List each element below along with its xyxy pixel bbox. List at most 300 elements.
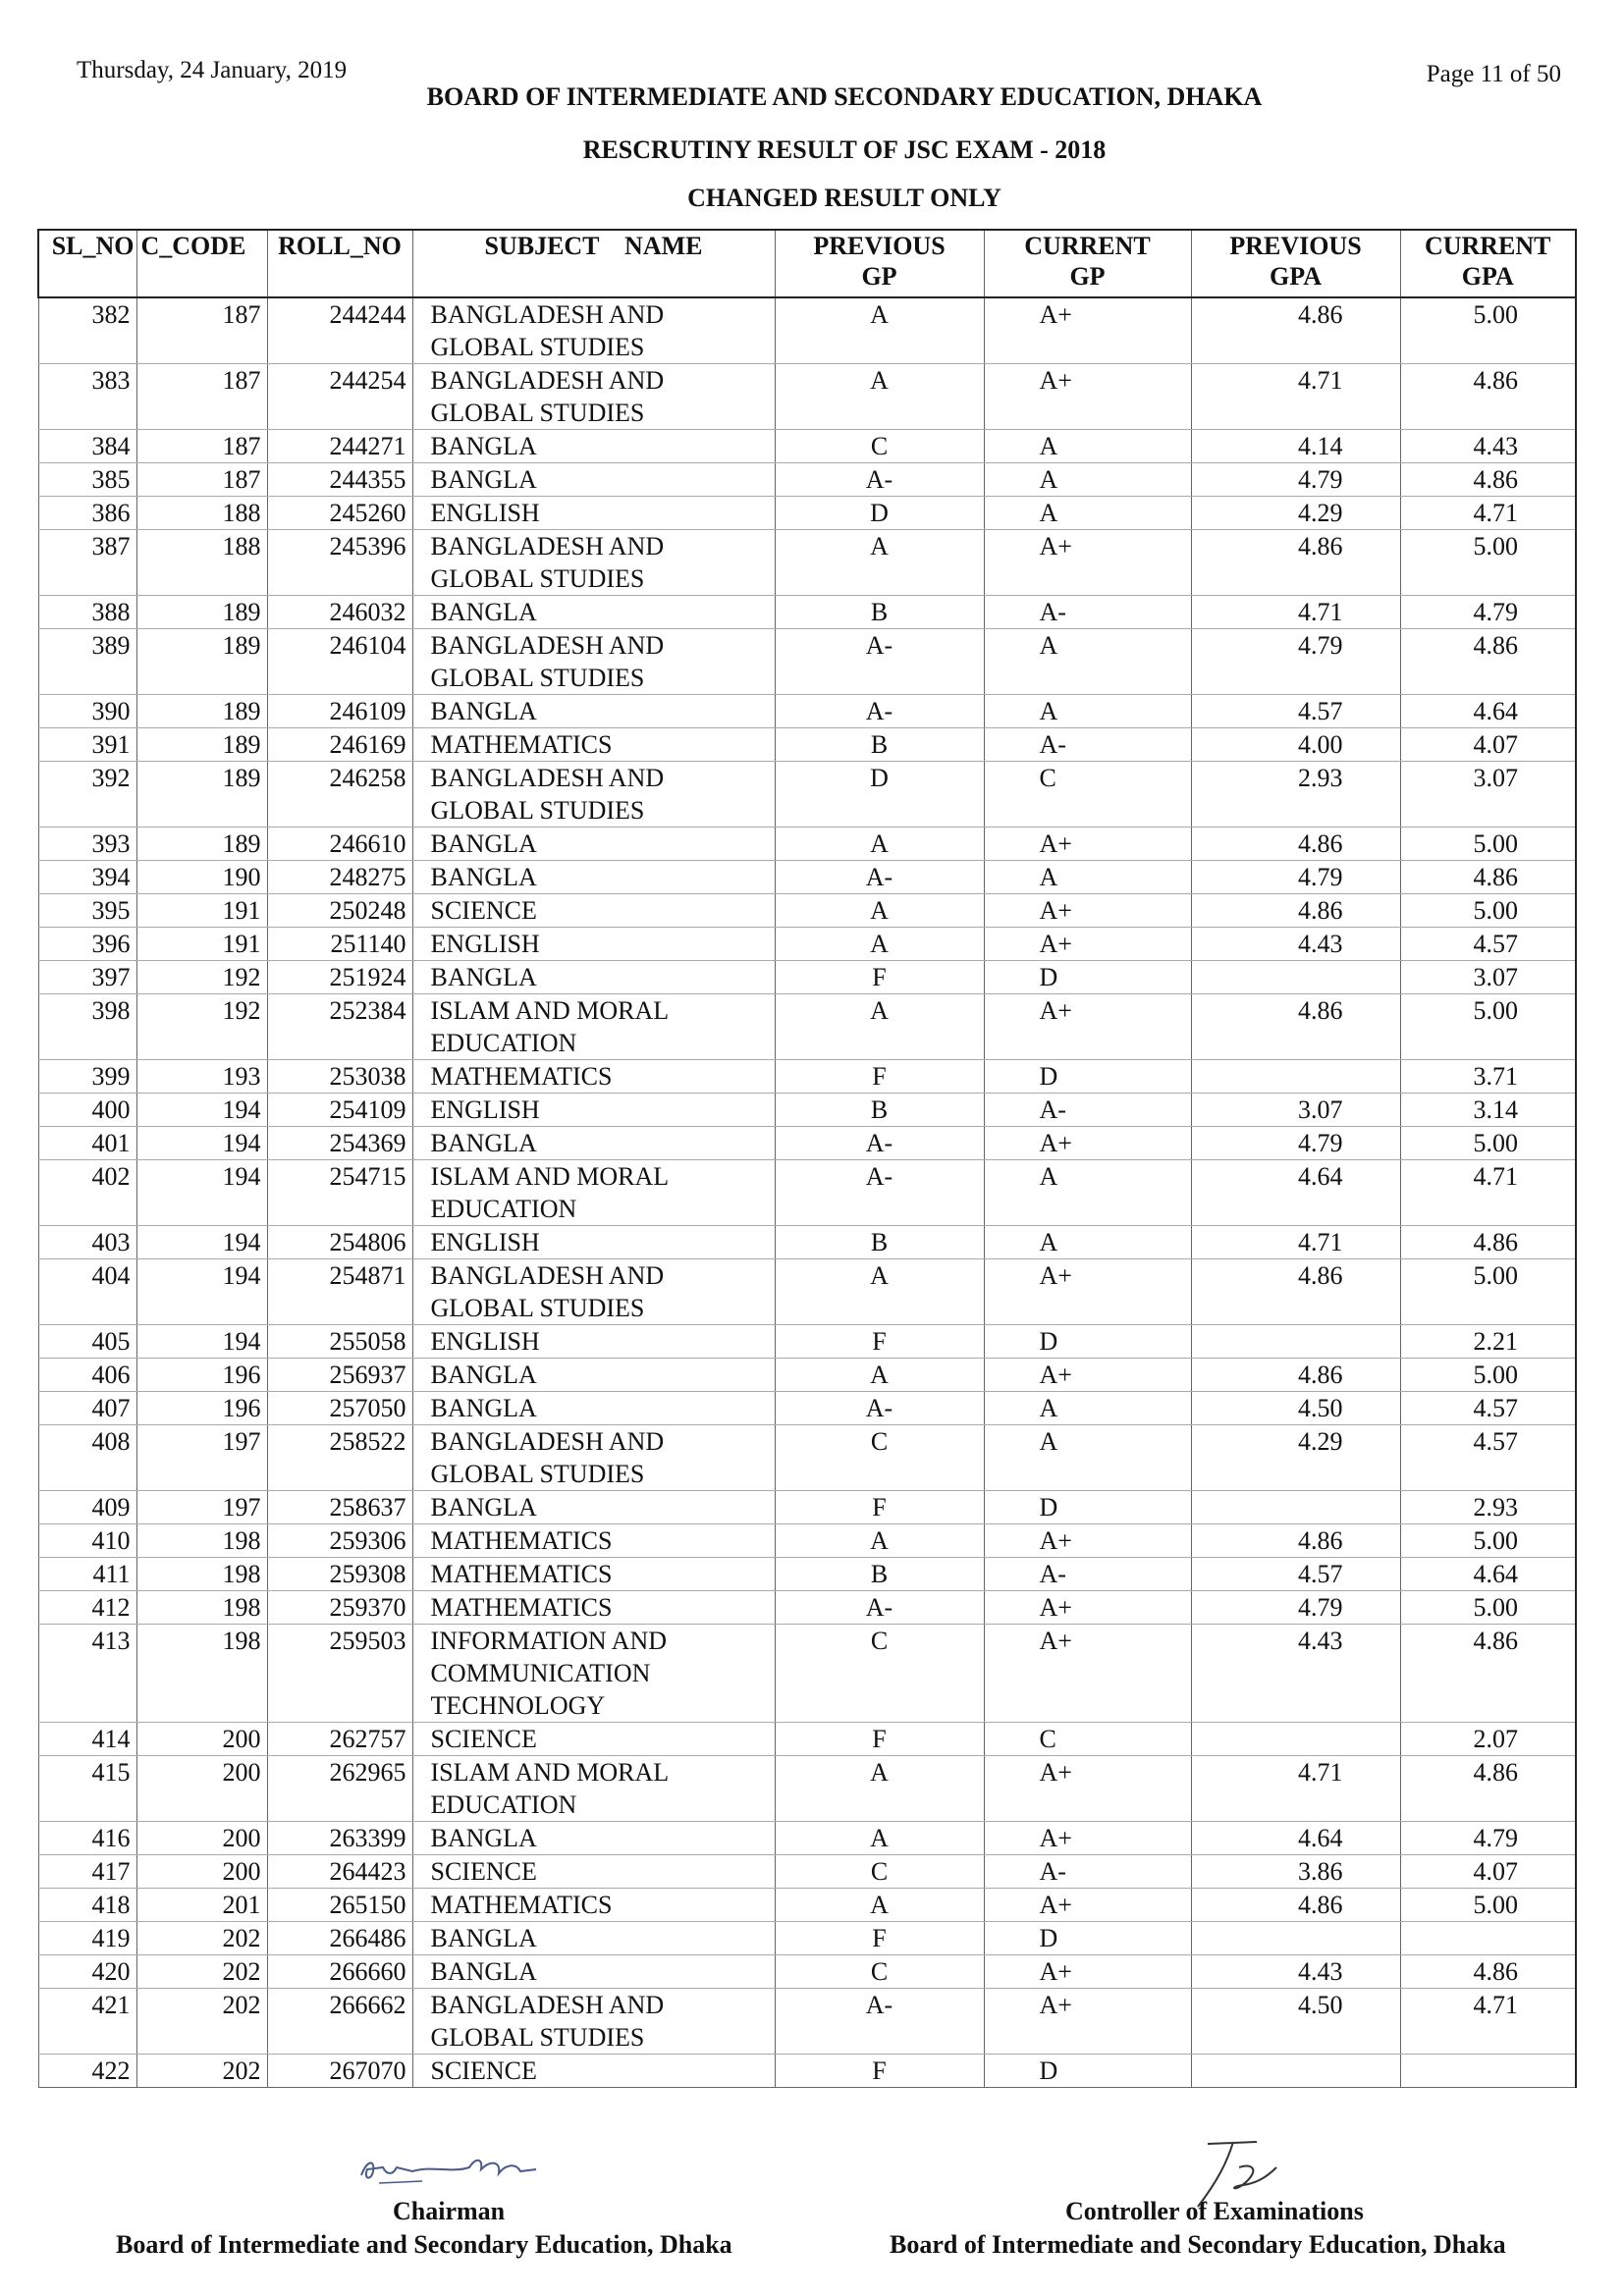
roll-no-cell: 259308 xyxy=(267,1558,412,1591)
sl-no-cell: 421 xyxy=(38,1989,136,2055)
current-gp-cell: A xyxy=(984,629,1191,695)
previous-gp-cell: B xyxy=(775,1558,984,1591)
subject-line: BANGLA xyxy=(430,1957,537,1986)
table-row xyxy=(38,861,1576,894)
c-code-cell: 194 xyxy=(136,1127,267,1160)
previous-gpa-cell xyxy=(1191,2055,1400,2088)
subject-cell xyxy=(412,828,775,861)
c-code-cell: 196 xyxy=(136,1392,267,1425)
table-row xyxy=(38,463,1576,497)
roll-no-cell: 246169 xyxy=(267,728,412,762)
previous-gp-cell: F xyxy=(775,1325,984,1359)
sl-no-cell: 404 xyxy=(38,1259,136,1325)
current-gpa-cell: 3.07 xyxy=(1400,762,1576,828)
table-row xyxy=(38,1591,1576,1625)
previous-gp-cell: C xyxy=(775,1625,984,1723)
subject-cell xyxy=(412,1524,775,1558)
previous-gp-cell: A xyxy=(775,1822,984,1855)
roll-no-cell: 251140 xyxy=(267,928,412,961)
roll-no-cell: 245396 xyxy=(267,530,412,596)
c-code-cell: 189 xyxy=(136,762,267,828)
subject-line: GLOBAL STUDIES xyxy=(430,564,645,593)
previous-gpa-cell: 4.43 xyxy=(1191,1625,1400,1723)
subject-cell xyxy=(412,728,775,762)
sl-no-cell: 383 xyxy=(38,364,136,430)
chairman-signature xyxy=(353,2146,550,2189)
sl-no-cell: 397 xyxy=(38,961,136,994)
sl-no-cell: 396 xyxy=(38,928,136,961)
subject-line: ISLAM AND MORAL xyxy=(430,1758,670,1787)
previous-gpa-cell xyxy=(1191,1060,1400,1094)
roll-no-cell: 252384 xyxy=(267,994,412,1060)
current-gpa-cell: 5.00 xyxy=(1400,894,1576,928)
current-gp-cell: A xyxy=(984,463,1191,497)
c-code-cell: 198 xyxy=(136,1625,267,1723)
subject-line: ENGLISH xyxy=(430,1095,540,1124)
current-gp-cell: A xyxy=(984,1425,1191,1491)
subject-cell xyxy=(412,1392,775,1425)
roll-no-cell: 246610 xyxy=(267,828,412,861)
table-row xyxy=(38,894,1576,928)
current-gp-cell: A+ xyxy=(984,1524,1191,1558)
previous-gpa-cell: 4.86 xyxy=(1191,1259,1400,1325)
subject-line: ENGLISH xyxy=(430,930,540,958)
subject-line: EDUCATION xyxy=(430,1029,577,1057)
subject-cell xyxy=(412,1591,775,1625)
c-code-cell: 194 xyxy=(136,1325,267,1359)
sl-no-cell: 410 xyxy=(38,1524,136,1558)
current-gpa-cell xyxy=(1400,1922,1576,1955)
current-gp-cell: C xyxy=(984,762,1191,828)
previous-gp-cell: F xyxy=(775,1060,984,1094)
subject-cell xyxy=(412,463,775,497)
roll-no-cell: 254871 xyxy=(267,1259,412,1325)
table-row xyxy=(38,530,1576,596)
subject-cell xyxy=(412,1723,775,1756)
current-gpa-cell xyxy=(1400,2055,1576,2088)
table-row xyxy=(38,1524,1576,1558)
subject-cell xyxy=(412,961,775,994)
current-gp-cell: A+ xyxy=(984,364,1191,430)
page-number: Page 11 of 50 xyxy=(1426,61,1561,87)
subject-cell xyxy=(412,364,775,430)
roll-no-cell: 258637 xyxy=(267,1491,412,1524)
sl-no-cell: 414 xyxy=(38,1723,136,1756)
c-code-cell: 200 xyxy=(136,1723,267,1756)
chairman-title: Chairman xyxy=(393,2197,506,2225)
current-gpa-cell: 5.00 xyxy=(1400,297,1576,364)
previous-gp-cell: F xyxy=(775,1922,984,1955)
table-row xyxy=(38,1989,1576,2055)
roll-no-cell: 248275 xyxy=(267,861,412,894)
subject-cell xyxy=(412,1855,775,1889)
subject-line: GLOBAL STUDIES xyxy=(430,796,645,825)
current-gp-cell: A+ xyxy=(984,1756,1191,1822)
sl-no-cell: 387 xyxy=(38,530,136,596)
subject-line: ISLAM AND MORAL xyxy=(430,1162,670,1191)
table-row xyxy=(38,762,1576,828)
subject-line: MATHEMATICS xyxy=(430,1891,613,1919)
sl-no-cell: 386 xyxy=(38,497,136,530)
column-header: CURRENT GP xyxy=(984,230,1191,297)
previous-gp-cell: B xyxy=(775,1226,984,1259)
previous-gpa-cell: 4.86 xyxy=(1191,828,1400,861)
subject-line: BANGLA xyxy=(430,1361,537,1389)
subject-cell xyxy=(412,894,775,928)
current-gpa-cell: 4.86 xyxy=(1400,1625,1576,1723)
previous-gpa-cell: 4.79 xyxy=(1191,1127,1400,1160)
previous-gp-cell: B xyxy=(775,1094,984,1127)
subject-cell xyxy=(412,1756,775,1822)
sl-no-cell: 418 xyxy=(38,1889,136,1922)
c-code-cell: 198 xyxy=(136,1591,267,1625)
previous-gpa-cell: 4.71 xyxy=(1191,1226,1400,1259)
c-code-cell: 188 xyxy=(136,530,267,596)
current-gp-cell: A+ xyxy=(984,297,1191,364)
current-gpa-cell: 4.57 xyxy=(1400,1425,1576,1491)
current-gpa-cell: 4.86 xyxy=(1400,629,1576,695)
table-row xyxy=(38,1625,1576,1723)
previous-gp-cell: B xyxy=(775,596,984,629)
sl-no-cell: 407 xyxy=(38,1392,136,1425)
current-gpa-cell: 2.21 xyxy=(1400,1325,1576,1359)
previous-gp-cell: A xyxy=(775,1524,984,1558)
previous-gp-cell: F xyxy=(775,2055,984,2088)
table-row xyxy=(38,364,1576,430)
previous-gp-cell: A xyxy=(775,1259,984,1325)
roll-no-cell: 262757 xyxy=(267,1723,412,1756)
table-row xyxy=(38,1558,1576,1591)
current-gpa-cell: 4.71 xyxy=(1400,1160,1576,1226)
table-row xyxy=(38,497,1576,530)
current-gpa-cell: 4.79 xyxy=(1400,596,1576,629)
subject-cell xyxy=(412,994,775,1060)
roll-no-cell: 266662 xyxy=(267,1989,412,2055)
subject-cell xyxy=(412,1127,775,1160)
c-code-cell: 194 xyxy=(136,1094,267,1127)
previous-gp-cell: C xyxy=(775,1425,984,1491)
current-gpa-cell: 5.00 xyxy=(1400,994,1576,1060)
column-header: PREVIOUS GPA xyxy=(1191,230,1400,297)
roll-no-cell: 259503 xyxy=(267,1625,412,1723)
board-name: BOARD OF INTERMEDIATE AND SECONDARY EDUCATION, DHAKA xyxy=(426,82,1263,111)
current-gp-cell: A+ xyxy=(984,828,1191,861)
roll-no-cell: 244355 xyxy=(267,463,412,497)
previous-gpa-cell: 4.79 xyxy=(1191,629,1400,695)
sl-no-cell: 394 xyxy=(38,861,136,894)
roll-no-cell: 254715 xyxy=(267,1160,412,1226)
document-subtitle: CHANGED RESULT ONLY xyxy=(687,184,1001,212)
sl-no-cell: 417 xyxy=(38,1855,136,1889)
c-code-cell: 200 xyxy=(136,1756,267,1822)
current-gpa-cell: 4.79 xyxy=(1400,1822,1576,1855)
subject-cell xyxy=(412,430,775,463)
table-row xyxy=(38,828,1576,861)
previous-gp-cell: F xyxy=(775,1723,984,1756)
roll-no-cell: 263399 xyxy=(267,1822,412,1855)
c-code-cell: 194 xyxy=(136,1226,267,1259)
c-code-cell: 188 xyxy=(136,497,267,530)
subject-cell xyxy=(412,530,775,596)
current-gp-cell: A xyxy=(984,1160,1191,1226)
sl-no-cell: 412 xyxy=(38,1591,136,1625)
c-code-cell: 189 xyxy=(136,695,267,728)
subject-cell xyxy=(412,1558,775,1591)
sl-no-cell: 393 xyxy=(38,828,136,861)
table-row xyxy=(38,1094,1576,1127)
subject-line: GLOBAL STUDIES xyxy=(430,2023,645,2052)
table-row xyxy=(38,1060,1576,1094)
previous-gpa-cell: 4.86 xyxy=(1191,994,1400,1060)
subject-line: BANGLA xyxy=(430,598,537,626)
subject-line: BANGLA xyxy=(430,963,537,991)
subject-line: BANGLA xyxy=(430,829,537,858)
c-code-cell: 198 xyxy=(136,1558,267,1591)
current-gpa-cell: 4.86 xyxy=(1400,861,1576,894)
previous-gp-cell: A- xyxy=(775,1989,984,2055)
previous-gpa-cell: 4.43 xyxy=(1191,928,1400,961)
c-code-cell: 189 xyxy=(136,828,267,861)
current-gp-cell: A xyxy=(984,430,1191,463)
subject-line: BANGLA xyxy=(430,1493,537,1522)
c-code-cell: 189 xyxy=(136,596,267,629)
sl-no-cell: 390 xyxy=(38,695,136,728)
previous-gpa-cell: 4.71 xyxy=(1191,1756,1400,1822)
c-code-cell: 192 xyxy=(136,994,267,1060)
roll-no-cell: 259306 xyxy=(267,1524,412,1558)
table-row xyxy=(38,928,1576,961)
table-row xyxy=(38,994,1576,1060)
c-code-cell: 187 xyxy=(136,463,267,497)
subject-line: BANGLADESH AND xyxy=(430,1261,665,1290)
current-gpa-cell: 4.07 xyxy=(1400,728,1576,762)
subject-cell xyxy=(412,1325,775,1359)
sl-no-cell: 415 xyxy=(38,1756,136,1822)
table-row xyxy=(38,1922,1576,1955)
current-gpa-cell: 4.57 xyxy=(1400,1392,1576,1425)
subject-line: COMMUNICATION xyxy=(430,1659,651,1687)
roll-no-cell: 258522 xyxy=(267,1425,412,1491)
current-gp-cell: A- xyxy=(984,728,1191,762)
previous-gp-cell: A- xyxy=(775,463,984,497)
subject-cell xyxy=(412,497,775,530)
current-gpa-cell: 5.00 xyxy=(1400,530,1576,596)
subject-line: ISLAM AND MORAL xyxy=(430,996,670,1025)
sl-no-cell: 389 xyxy=(38,629,136,695)
subject-line: BANGLA xyxy=(430,1824,537,1852)
column-header: CURRENT GPA xyxy=(1400,230,1576,297)
current-gp-cell: A+ xyxy=(984,994,1191,1060)
previous-gpa-cell: 4.86 xyxy=(1191,1359,1400,1392)
current-gp-cell: A+ xyxy=(984,928,1191,961)
previous-gp-cell: A xyxy=(775,1359,984,1392)
subject-line: BANGLA xyxy=(430,1394,537,1422)
previous-gpa-cell: 4.79 xyxy=(1191,861,1400,894)
current-gpa-cell: 5.00 xyxy=(1400,1127,1576,1160)
previous-gpa-cell: 4.71 xyxy=(1191,596,1400,629)
table-row xyxy=(38,629,1576,695)
sl-no-cell: 403 xyxy=(38,1226,136,1259)
previous-gp-cell: A xyxy=(775,530,984,596)
subject-line: SCIENCE xyxy=(430,1857,537,1886)
previous-gp-cell: C xyxy=(775,1955,984,1989)
previous-gpa-cell: 4.64 xyxy=(1191,1822,1400,1855)
roll-no-cell: 264423 xyxy=(267,1855,412,1889)
previous-gp-cell: A xyxy=(775,297,984,364)
subject-cell xyxy=(412,1226,775,1259)
roll-no-cell: 262965 xyxy=(267,1756,412,1822)
previous-gp-cell: A- xyxy=(775,629,984,695)
column-header: ROLL_NO xyxy=(267,230,412,297)
previous-gpa-cell: 4.50 xyxy=(1191,1392,1400,1425)
c-code-cell: 191 xyxy=(136,928,267,961)
controller-organization: Board of Intermediate and Secondary Education, Dhaka xyxy=(890,2230,1506,2259)
sl-no-cell: 399 xyxy=(38,1060,136,1094)
current-gpa-cell: 4.86 xyxy=(1400,1955,1576,1989)
subject-line: BANGLA xyxy=(430,432,537,460)
subject-line: SCIENCE xyxy=(430,1725,537,1753)
previous-gpa-cell: 3.86 xyxy=(1191,1855,1400,1889)
previous-gp-cell: F xyxy=(775,1491,984,1524)
roll-no-cell: 244271 xyxy=(267,430,412,463)
table-row xyxy=(38,1325,1576,1359)
subject-cell xyxy=(412,1922,775,1955)
column-header: SL_NO xyxy=(38,230,136,297)
c-code-cell: 192 xyxy=(136,961,267,994)
current-gpa-cell: 5.00 xyxy=(1400,1359,1576,1392)
current-gp-cell: D xyxy=(984,1325,1191,1359)
table-row xyxy=(38,1359,1576,1392)
sl-no-cell: 388 xyxy=(38,596,136,629)
c-code-cell: 189 xyxy=(136,728,267,762)
previous-gpa-cell: 4.86 xyxy=(1191,1524,1400,1558)
previous-gpa-cell: 4.57 xyxy=(1191,1558,1400,1591)
previous-gp-cell: A xyxy=(775,828,984,861)
c-code-cell: 200 xyxy=(136,1855,267,1889)
sl-no-cell: 419 xyxy=(38,1922,136,1955)
subject-line: MATHEMATICS xyxy=(430,1062,613,1091)
previous-gp-cell: A- xyxy=(775,1160,984,1226)
sl-no-cell: 384 xyxy=(38,430,136,463)
roll-no-cell: 246258 xyxy=(267,762,412,828)
previous-gpa-cell: 4.00 xyxy=(1191,728,1400,762)
column-header: SUBJECT NAME xyxy=(412,230,775,297)
c-code-cell: 190 xyxy=(136,861,267,894)
current-gp-cell: A+ xyxy=(984,1625,1191,1723)
c-code-cell: 197 xyxy=(136,1425,267,1491)
table-row xyxy=(38,1491,1576,1524)
subject-cell xyxy=(412,1259,775,1325)
current-gp-cell: D xyxy=(984,1491,1191,1524)
sl-no-cell: 382 xyxy=(38,297,136,364)
current-gpa-cell: 2.93 xyxy=(1400,1491,1576,1524)
previous-gp-cell: B xyxy=(775,728,984,762)
current-gp-cell: A+ xyxy=(984,1259,1191,1325)
c-code-cell: 187 xyxy=(136,297,267,364)
table-row xyxy=(38,596,1576,629)
subject-line: BANGLA xyxy=(430,697,537,725)
c-code-cell: 197 xyxy=(136,1491,267,1524)
subject-cell xyxy=(412,2055,775,2088)
roll-no-cell: 259370 xyxy=(267,1591,412,1625)
subject-line: INFORMATION AND xyxy=(430,1627,668,1655)
table-row xyxy=(38,728,1576,762)
roll-no-cell: 253038 xyxy=(267,1060,412,1094)
subject-cell xyxy=(412,1425,775,1491)
subject-cell xyxy=(412,928,775,961)
subject-cell xyxy=(412,596,775,629)
current-gpa-cell: 4.64 xyxy=(1400,695,1576,728)
table-row xyxy=(38,1756,1576,1822)
sl-no-cell: 392 xyxy=(38,762,136,828)
current-gp-cell: A+ xyxy=(984,530,1191,596)
current-gp-cell: A xyxy=(984,861,1191,894)
table-row xyxy=(38,1889,1576,1922)
results-table xyxy=(37,229,1577,2088)
table-row xyxy=(38,430,1576,463)
c-code-cell: 191 xyxy=(136,894,267,928)
current-gpa-cell: 3.07 xyxy=(1400,961,1576,994)
subject-cell xyxy=(412,629,775,695)
table-row xyxy=(38,1160,1576,1226)
table-row xyxy=(38,1855,1576,1889)
subject-cell xyxy=(412,1822,775,1855)
chairman-organization: Board of Intermediate and Secondary Education, Dhaka xyxy=(116,2230,732,2259)
subject-line: GLOBAL STUDIES xyxy=(430,333,645,361)
column-header: PREVIOUS GP xyxy=(775,230,984,297)
sl-no-cell: 385 xyxy=(38,463,136,497)
subject-line: EDUCATION xyxy=(430,1195,577,1223)
roll-no-cell: 266486 xyxy=(267,1922,412,1955)
roll-no-cell: 244244 xyxy=(267,297,412,364)
sl-no-cell: 411 xyxy=(38,1558,136,1591)
current-gpa-cell: 3.14 xyxy=(1400,1094,1576,1127)
current-gpa-cell: 4.86 xyxy=(1400,1756,1576,1822)
table-row xyxy=(38,1226,1576,1259)
current-gp-cell: A+ xyxy=(984,1127,1191,1160)
roll-no-cell: 246109 xyxy=(267,695,412,728)
current-gp-cell: D xyxy=(984,2055,1191,2088)
subject-line: ENGLISH xyxy=(430,1228,540,1256)
previous-gp-cell: A- xyxy=(775,861,984,894)
subject-line: BANGLADESH AND xyxy=(430,631,665,660)
subject-cell xyxy=(412,1060,775,1094)
sl-no-cell: 402 xyxy=(38,1160,136,1226)
previous-gp-cell: F xyxy=(775,961,984,994)
subject-cell xyxy=(412,762,775,828)
previous-gpa-cell xyxy=(1191,1723,1400,1756)
roll-no-cell: 245260 xyxy=(267,497,412,530)
current-gpa-cell: 3.71 xyxy=(1400,1060,1576,1094)
current-gp-cell: A+ xyxy=(984,1889,1191,1922)
previous-gp-cell: A xyxy=(775,1756,984,1822)
subject-line: MATHEMATICS xyxy=(430,1560,613,1588)
previous-gpa-cell xyxy=(1191,1491,1400,1524)
c-code-cell: 198 xyxy=(136,1524,267,1558)
current-gpa-cell: 4.71 xyxy=(1400,1989,1576,2055)
previous-gpa-cell: 4.43 xyxy=(1191,1955,1400,1989)
current-gp-cell: A+ xyxy=(984,1359,1191,1392)
roll-no-cell: 244254 xyxy=(267,364,412,430)
previous-gpa-cell: 4.57 xyxy=(1191,695,1400,728)
previous-gpa-cell: 4.29 xyxy=(1191,1425,1400,1491)
roll-no-cell: 254806 xyxy=(267,1226,412,1259)
previous-gp-cell: A- xyxy=(775,1127,984,1160)
table-header-row xyxy=(38,230,1576,297)
c-code-cell: 193 xyxy=(136,1060,267,1094)
current-gp-cell: A- xyxy=(984,1558,1191,1591)
table-row xyxy=(38,2055,1576,2088)
